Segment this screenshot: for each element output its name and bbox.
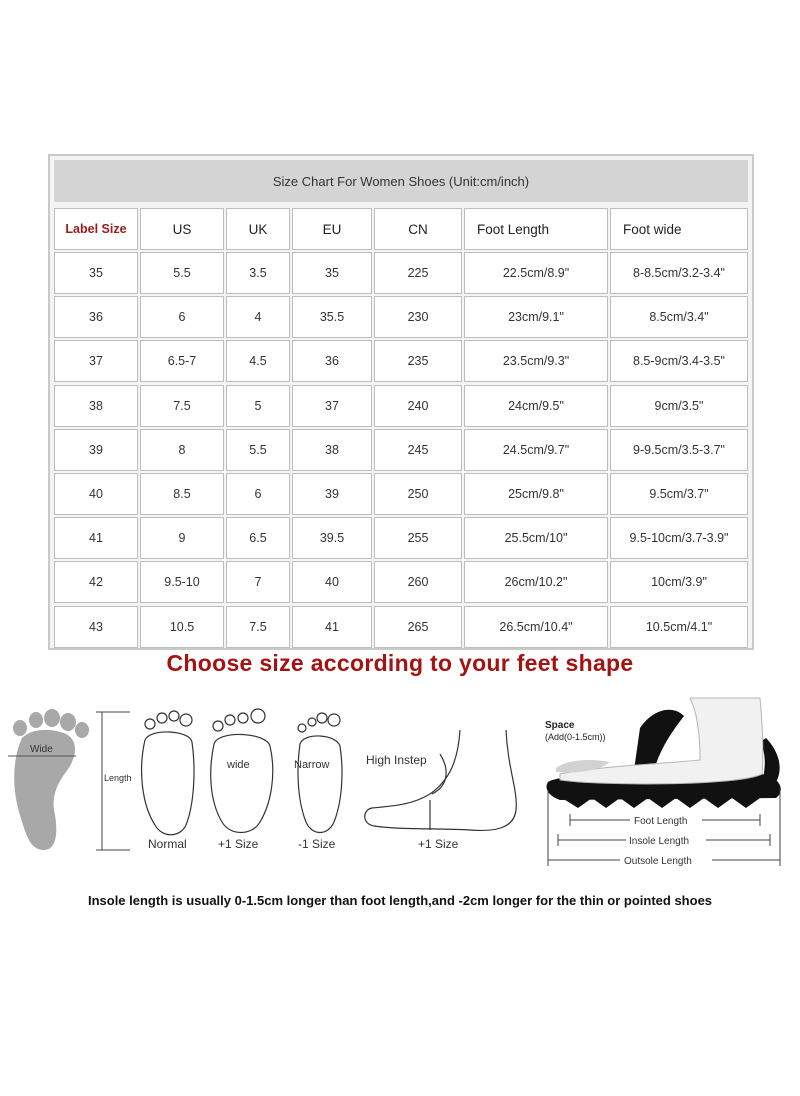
table-cell: 38 <box>292 429 372 471</box>
table-cell: 8-8.5cm/3.2-3.4" <box>610 252 748 294</box>
insole-length-label: Insole Length <box>629 836 690 847</box>
table-cell: 7.5 <box>140 385 224 427</box>
space-label: Space <box>545 720 575 731</box>
table-cell: 9.5-10cm/3.7-3.9" <box>610 517 748 559</box>
banner-heading: Choose size according to your feet shape <box>166 650 634 676</box>
table-cell: 40 <box>54 473 138 515</box>
instep-plus-one-label: +1 Size <box>418 837 459 851</box>
table-cell: 26.5cm/10.4" <box>464 606 608 648</box>
table-cell: 37 <box>54 340 138 382</box>
table-cell: 43 <box>54 606 138 648</box>
table-cell: 24cm/9.5" <box>464 385 608 427</box>
table-cell: 9cm/3.5" <box>610 385 748 427</box>
table-cell: 10.5 <box>140 606 224 648</box>
table-cell: 23.5cm/9.3" <box>464 340 608 382</box>
table-cell: 250 <box>374 473 462 515</box>
shoe-section-icon <box>547 698 781 808</box>
insole-footnote: Insole length is usually 0-1.5cm longer than foot length,and -2cm longer for the thin or pointed shoes <box>87 893 713 908</box>
table-cell: 4 <box>226 296 290 338</box>
table-cell: 38 <box>54 385 138 427</box>
table-cell: 245 <box>374 429 462 471</box>
table-cell: 35.5 <box>292 296 372 338</box>
table-cell: 265 <box>374 606 462 648</box>
minus-one-size-label: -1 Size <box>298 837 336 851</box>
table-cell: 7 <box>226 561 290 603</box>
table-cell: 41 <box>54 517 138 559</box>
table-cell: 230 <box>374 296 462 338</box>
header-cell-cn: CN <box>374 208 462 250</box>
table-cell: 6 <box>226 473 290 515</box>
table-cell: 37 <box>292 385 372 427</box>
length-label: Length <box>104 773 132 783</box>
chart-title: Size Chart For Women Shoes (Unit:cm/inch) <box>54 160 748 202</box>
table-cell: 26cm/10.2" <box>464 561 608 603</box>
table-cell: 6.5-7 <box>140 340 224 382</box>
table-cell: 39 <box>292 473 372 515</box>
table-cell: 6.5 <box>226 517 290 559</box>
table-cell: 3.5 <box>226 252 290 294</box>
table-cell: 5 <box>226 385 290 427</box>
size-chart <box>48 154 754 650</box>
table-cell: 8.5cm/3.4" <box>610 296 748 338</box>
table-cell: 8.5 <box>140 473 224 515</box>
table-cell: 39 <box>54 429 138 471</box>
table-cell: 42 <box>54 561 138 603</box>
table-cell: 7.5 <box>226 606 290 648</box>
table-cell: 4.5 <box>226 340 290 382</box>
foot-length-label: Foot Length <box>634 816 688 827</box>
table-cell: 5.5 <box>226 429 290 471</box>
table-cell: 24.5cm/9.7" <box>464 429 608 471</box>
header-cell-eu: EU <box>292 208 372 250</box>
table-cell: 240 <box>374 385 462 427</box>
table-cell: 23cm/9.1" <box>464 296 608 338</box>
table-cell: 36 <box>54 296 138 338</box>
table-cell: 6 <box>140 296 224 338</box>
wide-label: Wide <box>30 744 53 755</box>
table-cell: 35 <box>292 252 372 294</box>
normal-label: Normal <box>148 837 187 851</box>
header-cell-us: US <box>140 208 224 250</box>
table-cell: 10.5cm/4.1" <box>610 606 748 648</box>
table-cell: 8 <box>140 429 224 471</box>
table-cell: 9.5-10 <box>140 561 224 603</box>
table-cell: 9.5cm/3.7" <box>610 473 748 515</box>
table-cell: 260 <box>374 561 462 603</box>
table-cell: 10cm/3.9" <box>610 561 748 603</box>
table-cell: 235 <box>374 340 462 382</box>
table-cell: 41 <box>292 606 372 648</box>
normal-foot-icon <box>142 711 194 835</box>
table-cell: 35 <box>54 252 138 294</box>
table-cell: 40 <box>292 561 372 603</box>
table-cell: 8.5-9cm/3.4-3.5" <box>610 340 748 382</box>
header-cell-uk: UK <box>226 208 290 250</box>
table-cell: 225 <box>374 252 462 294</box>
table-cell: 9 <box>140 517 224 559</box>
header-cell-foot-wide: Foot wide <box>610 208 748 250</box>
space-note: (Add(0-1.5cm)) <box>545 732 606 742</box>
table-cell: 25.5cm/10" <box>464 517 608 559</box>
high-instep-foot-icon <box>365 730 517 830</box>
table-cell: 25cm/9.8" <box>464 473 608 515</box>
table-cell: 255 <box>374 517 462 559</box>
diagram-canvas <box>0 690 800 875</box>
table-cell: 5.5 <box>140 252 224 294</box>
table-cell: 22.5cm/8.9" <box>464 252 608 294</box>
wide-arrow-label: wide <box>227 759 250 771</box>
narrow-foot-icon <box>298 713 342 833</box>
header-cell-foot-length: Foot Length <box>464 208 608 250</box>
footprint-icon <box>13 709 89 850</box>
header-cell-label-size: Label Size <box>54 208 138 250</box>
foot-shape-diagrams <box>0 690 800 875</box>
table-cell: 9-9.5cm/3.5-3.7" <box>610 429 748 471</box>
table-cell: 39.5 <box>292 517 372 559</box>
high-instep-title: High Instep <box>366 753 427 767</box>
outsole-length-label: Outsole Length <box>624 856 692 867</box>
table-cell: 36 <box>292 340 372 382</box>
plus-one-size-label: +1 Size <box>218 837 259 851</box>
narrow-arrow-label: Narrow <box>294 759 330 771</box>
